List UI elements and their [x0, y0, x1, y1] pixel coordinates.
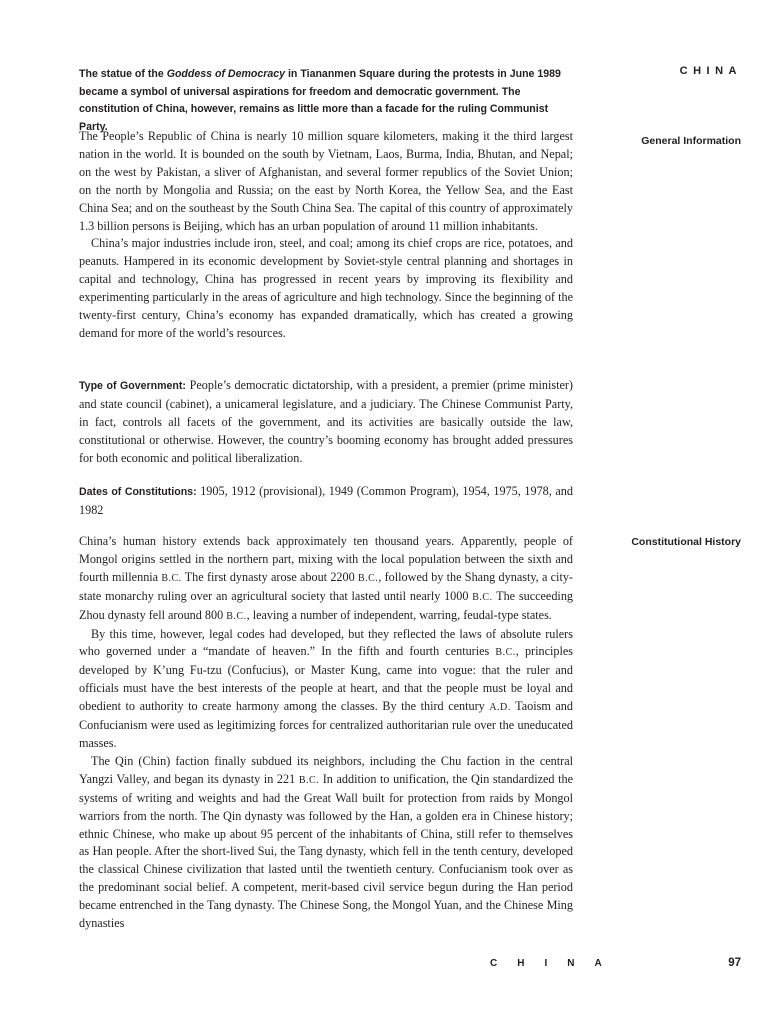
- constitutions-paragraph: [79, 483, 573, 520]
- ad-abbreviation: A.D.: [489, 702, 511, 714]
- bc-abbreviation: B.C.: [495, 647, 516, 659]
- running-header-country: CHINA: [679, 65, 742, 77]
- section-label-general-information: General Information: [641, 135, 741, 147]
- history-p1-text-e: , leaving a number of independent, warring, feudal-type states.: [246, 607, 552, 622]
- history-p2-text-b: , principles developed by K’ung Fu-tzu (Confucius), or Master Kung, came into vogue: that the ruler and officials must have the best interests of the people at heart, and that the people must be loyal and obedient to authority to create harmony among the classes. By the third century: [79, 644, 574, 714]
- caption-text-before: The statue of the: [79, 68, 167, 80]
- constitutions-text: 1905, 1912 (provisional), 1949 (Common Program), 1954, 1975, 1978, and 1982: [79, 484, 573, 517]
- bc-abbreviation: B.C.: [357, 572, 379, 584]
- dates-of-constitutions-section: [79, 483, 573, 520]
- history-p1-text-c: , followed by the Shang dynasty, a city-state monarchy ruling over an agricultural society that lasted until nearly 1000: [79, 569, 573, 603]
- caption-italic-title: Goddess of Democracy: [166, 68, 286, 80]
- bc-abbreviation: B.C.: [226, 610, 247, 622]
- history-p3-text-b: In addition to unification, the Qin standardized the systems of writing and weights and had the Great Wall built for protection from raids by Mongol warriors from the north. The Qin dynasty was followed by the Han, a golden era in Chinese history; ethnic Chinese, who make up about 95 percent of the inhabitants of China, still refer to themselves as Han people. After the short-lived Sui, the Tang dynasty, which fell in the tenth century, developed the classical Chinese civilization that lasted until the twentieth century. Confucianism took over as the predominant social belief. A competent, merit-based civil service begun during the Han period became entrenched in the Tang dynasty. The Chinese Song, the Mongol Yuan, and the Chinese Ming dynasties: [79, 771, 573, 931]
- running-footer-country: CHINA: [490, 958, 622, 969]
- page-number: 97: [728, 957, 741, 969]
- general-paragraph-2: China’s major industries include iron, steel, and coal; among its chief crops are rice, potatoes, and peanuts. Hampered in its economic development by Soviet-style central planning and shortages in capital and technology, China has progressed in recent years by improving its flexibility and experimenting particularly in the areas of agriculture and high technology. Since the beginning of the twenty-first century, China’s economy has expanded dramatically, which has created a growing demand for more of the world’s resources.: [79, 236, 573, 340]
- history-paragraph-1: [79, 533, 573, 626]
- constitutions-label: Dates of Constitutions:: [79, 486, 197, 498]
- bc-abbreviation: B.C.: [161, 572, 182, 584]
- history-p2-text-a: By this time, however, legal codes had developed, but they reflected the laws of absolute rulers who governed under a “mandate of heaven.” In the fifth and fourth centuries: [79, 626, 573, 659]
- government-label: Type of Government:: [79, 380, 186, 392]
- type-of-government-section: [79, 377, 573, 468]
- history-paragraph-2: [79, 626, 573, 753]
- constitutional-history-section: [79, 533, 573, 933]
- general-paragraph-1: The People’s Republic of China is nearly 10 million square kilometers, making it the third largest nation in the world. It is bounded on the south by Vietnam, Laos, Burma, India, Bhutan, and Nepal; on the west by Pakistan, a sliver of Afghanistan, and several former republics of the Soviet Union; on the north by Mongolia and Russia; on the east by North Korea, the Yellow Sea, and the East China Sea; and on the southeast by the South China Sea. The capital of this country of approximately 1.3 billion persons is Beijing, which has an urban population of around 11 million inhabitants.: [79, 129, 573, 233]
- history-p1-text-a: China’s human history extends back approximately ten thousand years. Apparently, people of Mongol origins settled in the northern part, mixing with the local population between the sixth and fourth millennia: [79, 534, 573, 584]
- photo-caption: [79, 66, 579, 136]
- government-paragraph: [79, 377, 573, 468]
- history-p2-text-c: Taoism and Confucianism were used as legitimizing forces for centralized authoritarian rule over the uneducated masses.: [79, 699, 573, 750]
- history-p1-text-b: The first dynasty arose about 2200: [181, 569, 358, 584]
- government-text: People’s democratic dictatorship, with a president, a premier (prime minister) and state council (cabinet), a unicameral legislature, and a judiciary. The Chinese Communist Party, in fact, controls all facets of the government, and its activities are basically outside the law, constitutional or otherwise. However, the country’s booming economy has brought added pressures for both economic and political liberalization.: [79, 378, 573, 465]
- general-information-section: [79, 128, 573, 343]
- bc-abbreviation: B.C.: [472, 591, 493, 603]
- history-p1-text-d: The succeeding Zhou dynasty fell around 800: [79, 588, 574, 622]
- history-p3-text-a: The Qin (Chin) faction finally subdued its neighbors, including the Chu faction in the central Yangzi Valley, and began its dynasty in 221: [79, 753, 573, 786]
- history-paragraph-3: [79, 753, 573, 933]
- bc-abbreviation: B.C.: [298, 774, 320, 786]
- section-label-constitutional-history: Constitutional History: [631, 536, 741, 548]
- caption-text-after: in Tiananmen Square during the protests in June 1989 became a symbol of universal aspirations for freedom and democratic government. The constitution of China, however, remains as little more than a facade for the ruling Communist Party.: [79, 68, 561, 133]
